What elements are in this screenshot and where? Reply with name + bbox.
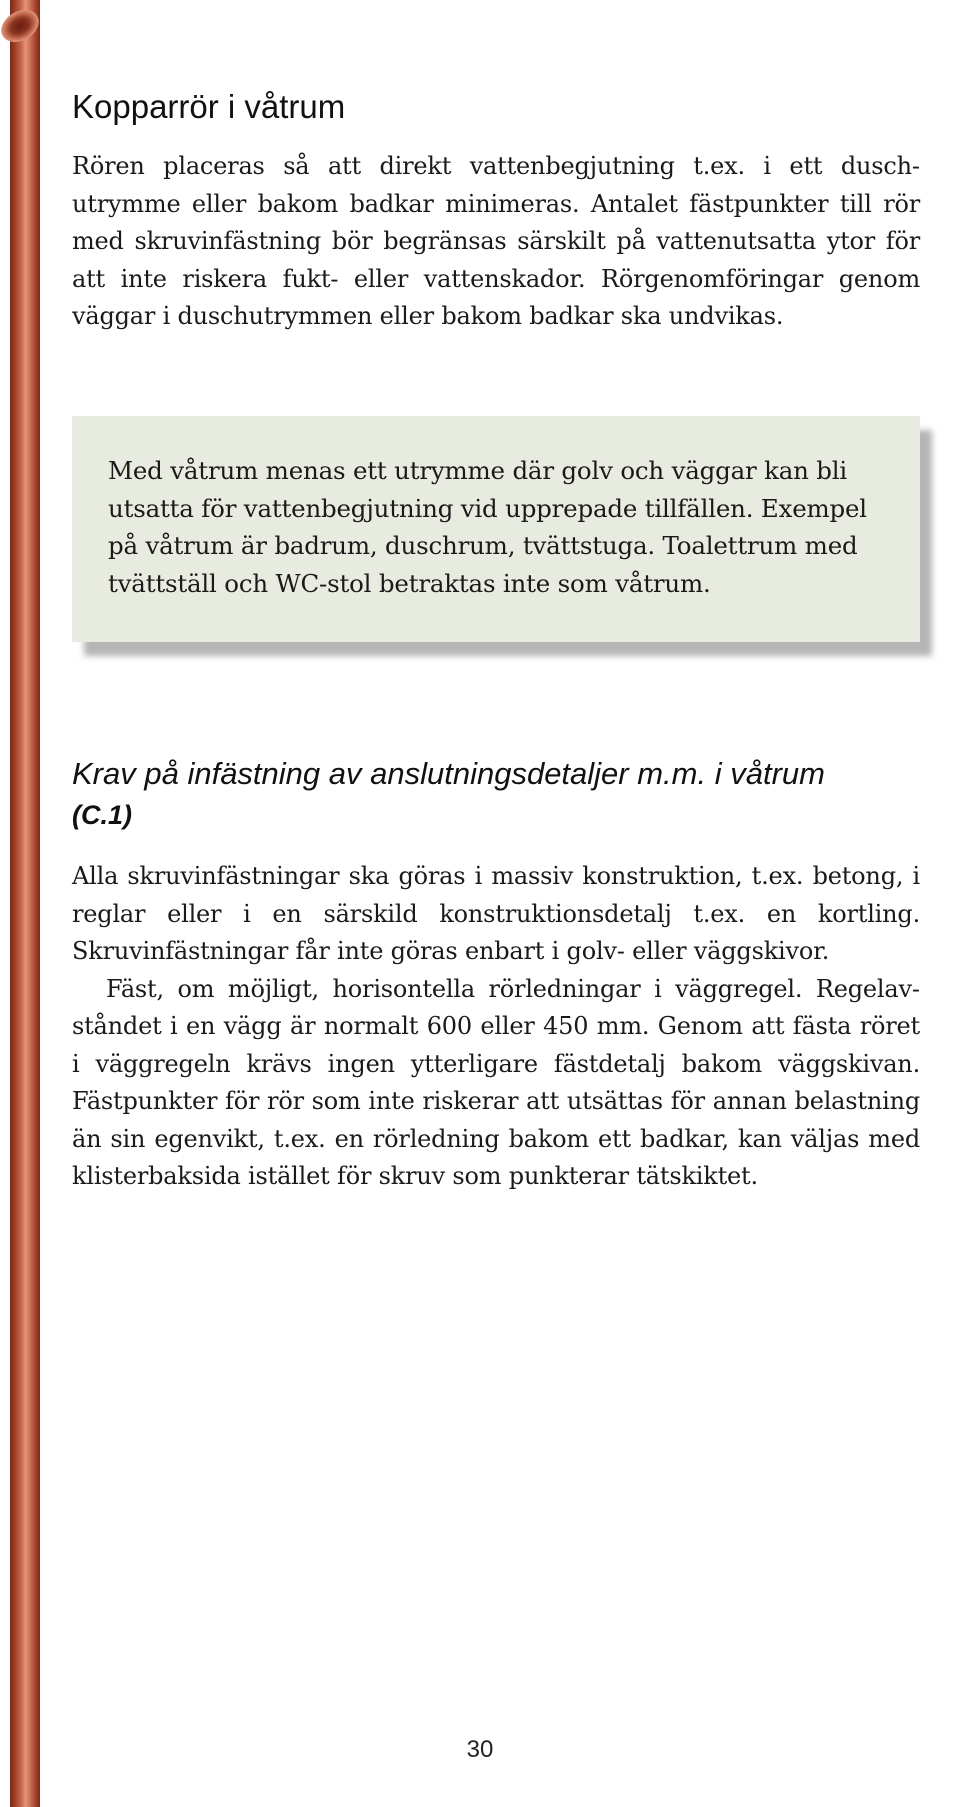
section-heading-fastening-requirements [72,754,920,835]
copper-pipe-decoration [10,0,40,1807]
page-number: 30 [466,1736,494,1763]
section-heading-copper-pipes: Kopparrör i våtrum [72,88,346,125]
wet-room-definition-text: Med våtrum menas ett utrymme där golv och väggar kan bli utsatta för vattenbegjutning vid upprepade tillfällen. Exempel på våtrum är badrum, duschrum, tvättstuga. Toalettrum med tvättställ och WC-stol betraktas inte som våtrum. [108,456,867,598]
pipe-fastening-paragraph: Fäst, om möjligt, horisontella rörledningar i väggregel. Regelavståndet i en vägg är normalt 600 eller 450 mm. Genom att fästa röret i väggregeln krävs ingen ytterligare fästdetalj bakom väggskivan. Fästpunkter för rör som inte riskerar att utsättas för annan belastning än sin egenvikt, t.ex. en rörledning bakom ett badkar, kan väljas med klisterbaksida istället för skruv som punkterar tätskiktet. [72,974,920,1190]
requirement-code: (C.1) [72,800,132,830]
wet-room-definition-box [72,416,920,642]
screw-fastening-paragraph: Alla skruvinfästningar ska göras i massiv konstruktion, t.ex. betong, i reglar eller i en särskild konstruktionsdetalj t.ex. en kortling. Skruvinfästningar får inte göras enbart i golv- eller väggskivor. [72,862,920,965]
intro-paragraph: Rören placeras så att direkt vattenbegjutning t.ex. i ett duschutrymme eller bakom badkar minimeras. Antalet fästpunkter till rör med skruvinfästning bör begränsas särskilt på vattenutsatta ytor för att inte riskera fukt- eller vattenskador. Rörgenomföringar genom väggar i duschutrymmen eller bakom badkar ska undvikas. [72,152,920,330]
fastening-requirements-title: Krav på infästning av anslutningsdetaljer m.m. i våtrum [72,756,825,791]
fastening-body [72,858,920,1196]
